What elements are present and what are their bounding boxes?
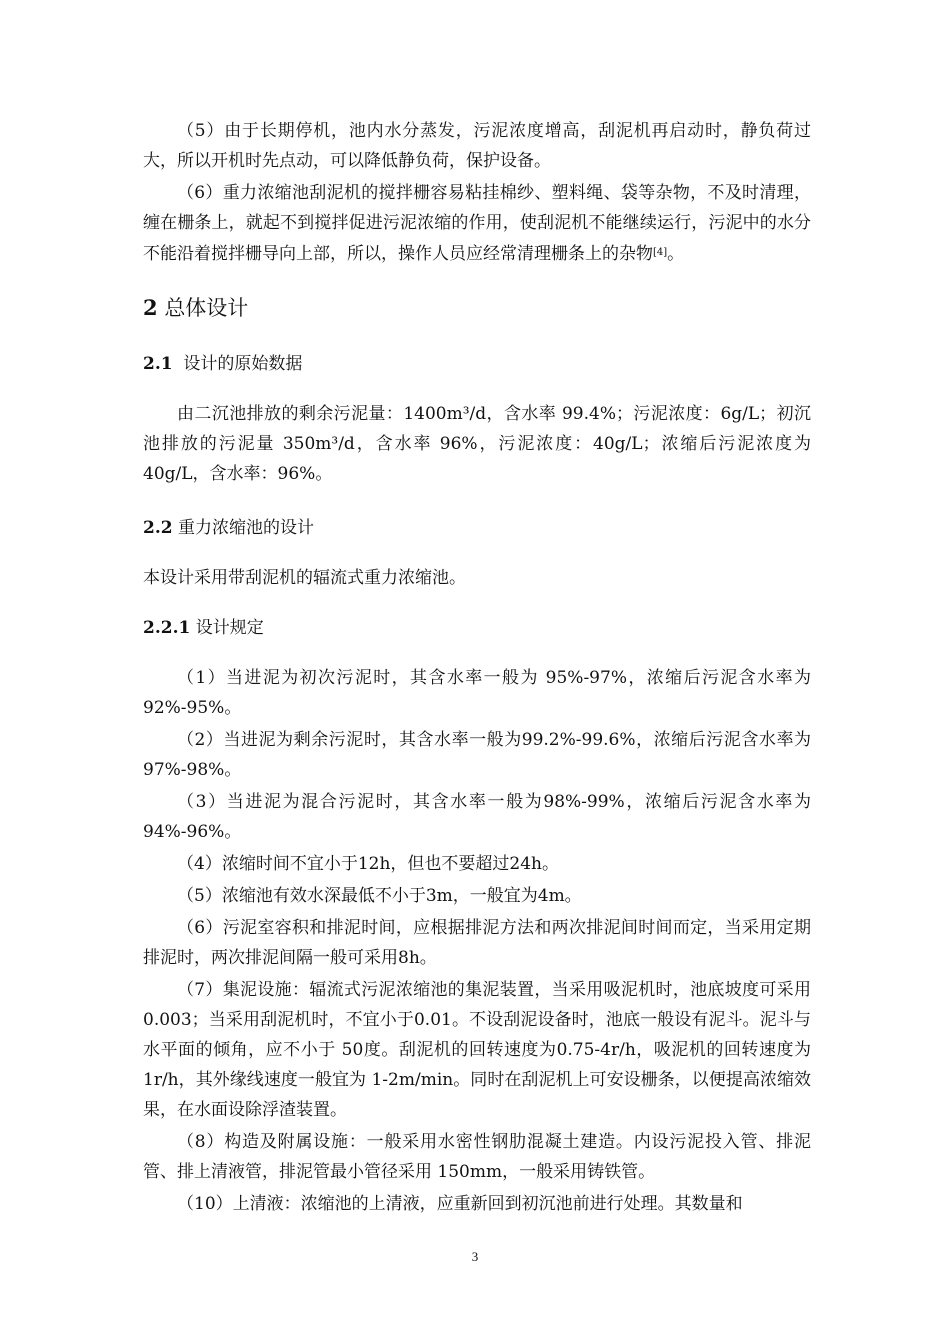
intro-paragraph: 本设计采用带刮泥机的辐流式重力浓缩池。 [143,568,466,588]
rule-item-6: （6）污泥室容积和排泥时间，应根据排泥方法和两次排泥间时间而定，当采用定期排泥时，两次排泥间隔一般可采用8h。 [143,918,811,968]
rule-item-3: （3）当进泥为混合污泥时，其含水率一般为98%-99%，浓缩后污泥含水率为94%-96%。 [143,792,811,842]
rule-item-4: （4）浓缩时间不宜小于12h，但也不要超过24h。 [177,854,559,874]
paragraph-item-6-text: （6）重力浓缩池刮泥机的搅拌栅容易粘挂棉纱、塑料绳、袋等杂物，不及时清理，缠在栅条上，就起不到搅拌促进污泥浓缩的作用，使刮泥机不能继续运行，污泥中的水分不能沿着搅拌栅导向上部，所以，操作人员应经常清理栅条上的杂物 [143,183,811,264]
section-number: 2.2.1 [143,618,191,638]
paragraph-item-6 [143,178,811,269]
section-heading-2-2-1 [143,613,811,643]
paragraph-item-5: （5）由于长期停机，池内水分蒸发，污泥浓度增高，刮泥机再启动时，静负荷过大，所以开机时先点动，可以降低静负荷，保护设备。 [143,121,811,171]
rule-item-2: （2）当进泥为剩余污泥时，其含水率一般为99.2%-99.6%，浓缩后污泥含水率为97%-98%。 [143,730,811,780]
rule-item-5: （5）浓缩池有效水深最低不小于3m，一般宜为4m。 [177,886,582,906]
section-number: 2.1 [143,354,173,374]
paragraph-end-mark: 。 [667,244,685,264]
rule-item-7: （7）集泥设施：辐流式污泥浓缩池的集泥装置，当采用吸泥机时，池底坡度可采用0.003；当采用刮泥机时，不宜小于0.01。不设刮泥设备时，池底一般设有泥斗。泥斗与水平面的倾角，应不小于 50度。刮泥机的回转速度为0.75-4r/h，吸泥机的回转速度为1r/h，其外缘线速度一般宜为 1-2m/min。同时在刮泥机上可安设栅条，以便提高浓缩效果，在水面设除浮渣装置。 [143,980,811,1120]
rule-item-8: （8）构造及附属设施：一般采用水密性钢肋混凝土建造。内设污泥投入管、排泥管、排上清液管，排泥管最小管径采用 150mm，一般采用铸铁管。 [143,1132,811,1182]
section-heading-2-1 [143,349,811,379]
rules-list [143,663,811,1219]
rule-item-1: （1）当进泥为初次污泥时，其含水率一般为 95%-97%，浓缩后污泥含水率为 92%-95%。 [143,668,811,718]
section-heading-2 [143,291,811,325]
section-title: 设计规定 [195,618,264,638]
section-title: 重力浓缩池的设计 [177,518,314,538]
section-number: 2 [143,295,158,320]
section-heading-2-2 [143,513,811,543]
citation-ref[interactable]: [4] [653,247,668,258]
section-title: 总体设计 [164,296,249,320]
page-number: 3 [471,1249,479,1264]
page-body [143,116,811,1219]
original-data-paragraph: 由二沉池排放的剩余污泥量：1400m³/d，含水率 99.4%；污泥浓度：6g/L；初沉池排放的污泥量 350m³/d，含水率 96%，污泥浓度：40g/L；浓缩后污泥浓度为 40g/L，含水率：96%。 [143,404,811,484]
section-number: 2.2 [143,518,173,538]
rule-item-10: （10）上清液：浓缩池的上清液，应重新回到初沉池前进行处理。其数量和 [177,1194,743,1214]
section-title: 设计的原始数据 [183,354,303,374]
